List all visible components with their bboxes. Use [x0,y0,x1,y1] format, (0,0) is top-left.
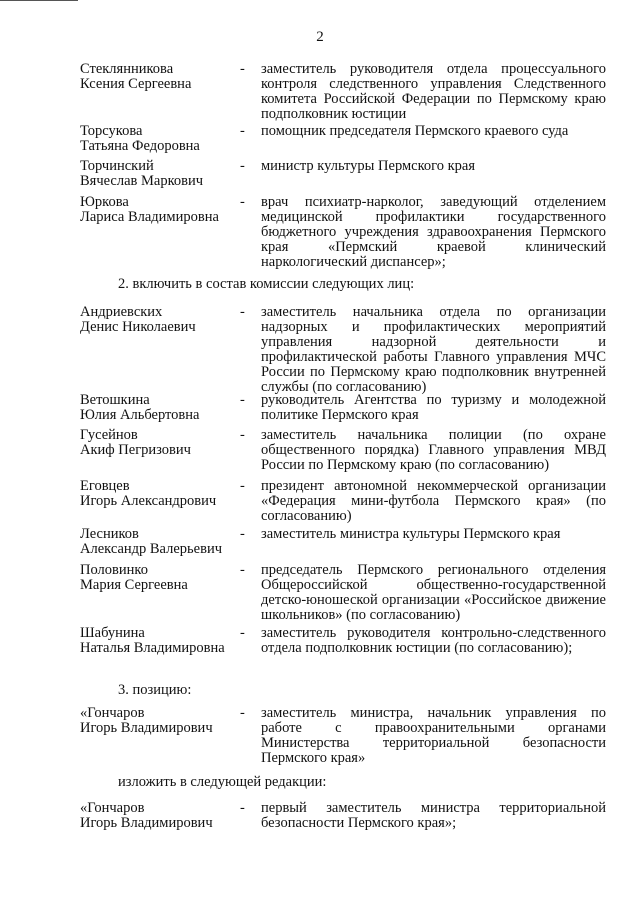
dash-separator: - [240,158,245,174]
member-name [80,428,240,458]
dash-separator: - [240,304,245,320]
member-given-name: Мария Сергеевна [80,577,188,593]
paragraph-item-2: 2. включить в состав комиссии следующих лиц: [118,276,415,292]
member-surname: Гусейнов [80,427,138,443]
member-surname: Стеклянникова [80,61,174,77]
member-given-name: Акиф Пегризович [80,442,191,458]
member-surname: Еговцев [80,478,130,494]
member-position: министр культуры Пермского края [261,158,476,174]
member-name [80,479,240,509]
dash-separator: - [240,61,245,77]
member-surname: Лесников [80,526,139,542]
paragraph-item-3-continued: изложить в следующей редакции: [118,774,327,790]
dash-separator: - [240,392,245,408]
member-position: заместитель руководителя отдела процессуального контроля следственного управления Следственного комитета Российской Федерации по Пермскому краю подполковник юстиции [261,61,606,122]
member-surname: Юркова [80,194,129,210]
member-name [80,195,240,225]
dash-separator: - [240,526,245,542]
member-given-name: Юлия Альбертовна [80,407,200,423]
page-number: 2 [316,29,324,45]
dash-separator: - [240,427,245,443]
member-position: помощник председателя Пермского краевого суда [261,123,569,139]
member-position: председатель Пермского регионального отделения Общероссийской общественно-государственной детско-юношеской организации «Российское движение школьников» (по согласованию) [261,562,606,623]
member-given-name: Наталья Владимировна [80,640,225,656]
member-surname: Андриевских [80,304,163,320]
member-surname: «Гончаров [80,800,145,816]
member-position: заместитель министра культуры Пермского края [261,526,561,542]
member-name [80,626,240,656]
member-given-name: Ксения Сергеевна [80,76,192,92]
member-surname: «Гончаров [80,705,145,721]
member-position: первый заместитель министра территориальной безопасности Пермского края»; [261,800,606,831]
member-name [80,527,240,557]
member-name [80,801,240,831]
member-name [80,706,240,736]
member-surname: Ветошкина [80,392,150,408]
member-given-name: Лариса Владимировна [80,209,219,225]
member-position: президент автономной некоммерческой организации «Федерация мини-футбола Пермского края» (по согласованию) [261,478,606,524]
dash-separator: - [240,625,245,641]
dash-separator: - [240,123,245,139]
member-surname: Половинко [80,562,148,578]
top-rule [0,0,78,1]
paragraph-item-3: 3. позицию: [118,682,192,698]
member-name [80,563,240,593]
dash-separator: - [240,562,245,578]
member-given-name: Александр Валерьевич [80,541,222,557]
member-surname: Торчинский [80,158,154,174]
member-given-name: Игорь Владимирович [80,815,213,831]
dash-separator: - [240,705,245,721]
member-given-name: Игорь Владимирович [80,720,213,736]
member-position: заместитель министра, начальник управления по работе с правоохранительными органами Министерства территориальной безопасности Пермского края» [261,705,606,766]
member-name [80,305,240,335]
member-name [80,393,240,423]
member-position: заместитель руководителя контрольно-следственного отдела подполковник юстиции (по согласованию); [261,625,606,656]
dash-separator: - [240,800,245,816]
member-position: руководитель Агентства по туризму и молодежной политике Пермского края [261,392,606,423]
member-name [80,159,240,189]
member-name [80,124,240,154]
member-surname: Торсукова [80,123,143,139]
dash-separator: - [240,194,245,210]
member-position: заместитель начальника полиции (по охране общественного порядка) Главного управления МВД России по Пермскому краю (по согласованию) [261,427,606,473]
dash-separator: - [240,478,245,494]
member-given-name: Вячеслав Маркович [80,173,204,189]
member-given-name: Игорь Александрович [80,493,217,509]
member-given-name: Денис Николаевич [80,319,196,335]
member-position: заместитель начальника отдела по организации надзорных и профилактических мероприятий управления надзорной деятельности и профилактической работы Главного управления МЧС России по Пермскому краю подполковник внутренней службы (по согласованию) [261,304,606,395]
member-name [80,62,240,92]
member-given-name: Татьяна Федоровна [80,138,200,154]
member-position: врач психиатр-нарколог, заведующий отделением медицинской профилактики государственного бюджетного учреждения здравоохранения Пермского края «Пермский краевой клинический наркологический диспансер»; [261,194,606,270]
member-surname: Шабунина [80,625,145,641]
